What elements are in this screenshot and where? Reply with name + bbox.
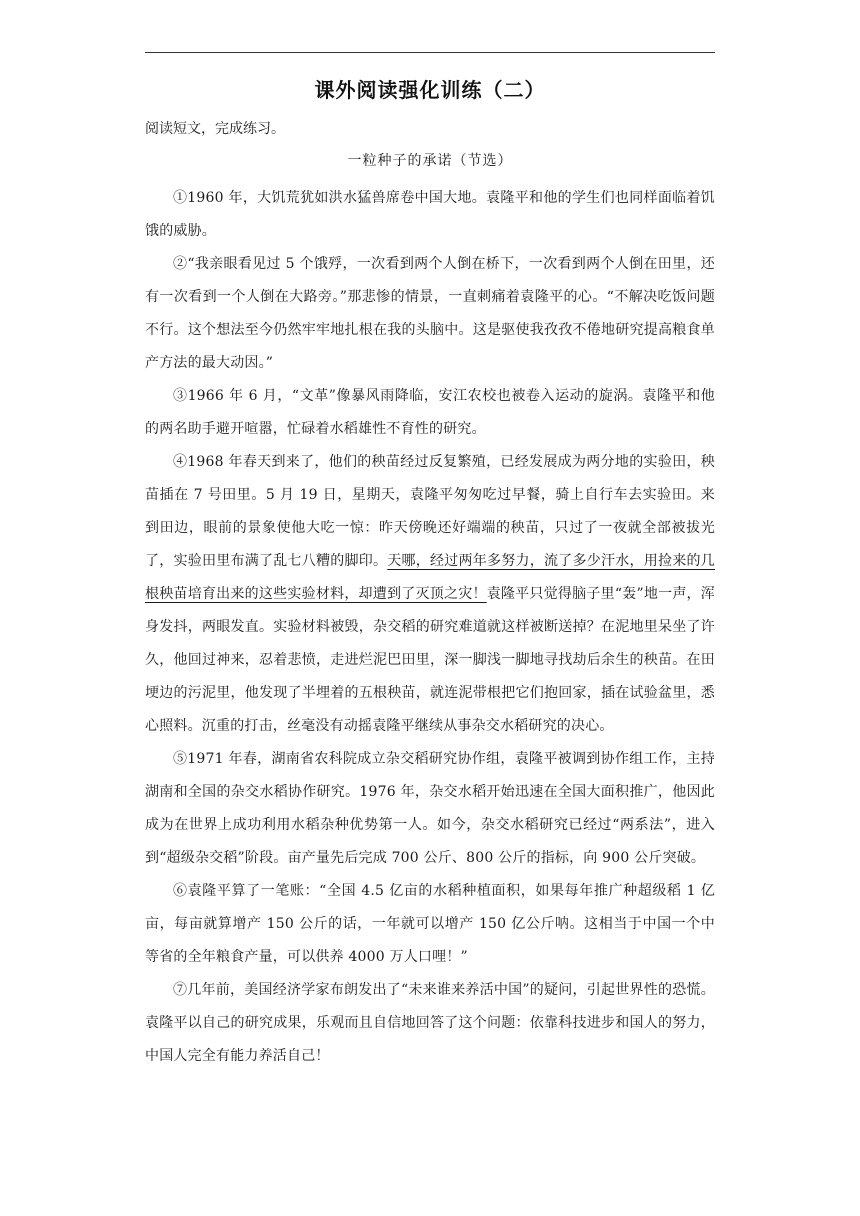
paragraph-6 [145,875,715,974]
paragraph-text: ①1960 年，大饥荒犹如洪水猛兽席卷中国大地。袁隆平和他的学生们也同样面临着饥饿的威胁。 [145,190,715,239]
header-rule [145,52,715,53]
paragraph-4 [145,446,715,743]
paragraph-7 [145,974,715,1073]
article-title: 一粒种子的承诺（节选） [347,153,513,169]
paragraph-text: ②“我亲眼看见过 5 个饿殍，一次看到两个人倒在桥下，一次看到两个人倒在田里，还有一次看到一个人倒在大路旁。”那悲惨的情景，一直刺痛着袁隆平的心。“不解决吃饭问题不行。这个想法至今仍然牢牢地扎根在我的头脑中。这是驱使我孜孜不倦地研究提高粮食单产方法的最大动因。” [145,256,715,371]
paragraph-3 [145,380,715,446]
paragraph-1 [145,182,715,248]
paragraph-text: ③1966 年 6 月，“文革”像暴风雨降临，安江农校也被卷入运动的旋涡。袁隆平和他的两名助手避开喧嚣，忙碌着水稻雄性不育性的研究。 [145,388,715,437]
paragraph-text: ⑦几年前，美国经济学家布朗发出了“未来谁来养活中国”的疑问，引起世界性的恐慌。袁隆平以自己的研究成果，乐观而且自信地回答了这个问题：依靠科技进步和国人的努力，中国人完全有能力养活自己！ [145,982,715,1064]
underlined-sentence: 天哪，经过两年多努力，流了多少汗水，用捡来的几根秧苗培育出来的这些实验材料，却遭到了灭顶之灾！ [145,553,715,602]
instruction-text: 阅读短文，完成练习。 [145,121,285,137]
paragraph-text: ⑥袁隆平算了一笔账：“全国 4.5 亿亩的水稻种植面积，如果每年推广种超级稻 1 亿亩，每亩就算增产 150 公斤的话，一年就可以增产 150 亿公斤呐。这相当于中国一个中等省的全年粮食产量，可以供养 4000 万人口哩！” [145,883,715,965]
page-title: 课外阅读强化训练（二） [314,78,546,102]
paragraph-5 [145,743,715,875]
paragraph-text: ⑤1971 年春，湖南省农科院成立杂交稻研究协作组，袁隆平被调到协作组工作，主持湖南和全国的杂交水稻协作研究。1976 年，杂交水稻开始迅速在全国大面积推广，他因此成为在世界上成功利用水稻杂种优势第一人。如今，杂交水稻研究已经过“两系法”，进入到“超级杂交稻”阶段。亩产量先后完成 700 公斤、800 公斤的指标，向 900 公斤突破。 [145,751,715,866]
article-body [145,182,715,1073]
paragraph-text: ④1968 年春天到来了，他们的秧苗经过反复繁殖，已经发展成为两分地的实验田，秧苗插在 7 号田里。5 月 19 日，星期天，袁隆平匆匆吃过早餐，骑上自行车去实验田。来到田边，眼前的景象使他大吃一惊：昨天傍晚还好端端的秧苗，只过了一夜就全部被拔光了，实验田里布满了乱七八糟的脚印。 [145,454,715,569]
paragraph-2 [145,248,715,380]
paragraph-text-continued: 袁隆平只觉得脑子里“轰”地一声，浑身发抖，两眼发直。实验材料被毁，杂交稻的研究难道就这样被断送掉？在泥地里呆坐了许久，他回过神来，忍着悲愤，走进烂泥巴田里，深一脚浅一脚地寻找劫后余生的秧苗。在田埂边的污泥里，他发现了半埋着的五根秧苗，就连泥带根把它们抱回家，插在试验盆里，悉心照料。沉重的打击，丝毫没有动摇袁隆平继续从事杂交水稻研究的决心。 [145,586,715,734]
